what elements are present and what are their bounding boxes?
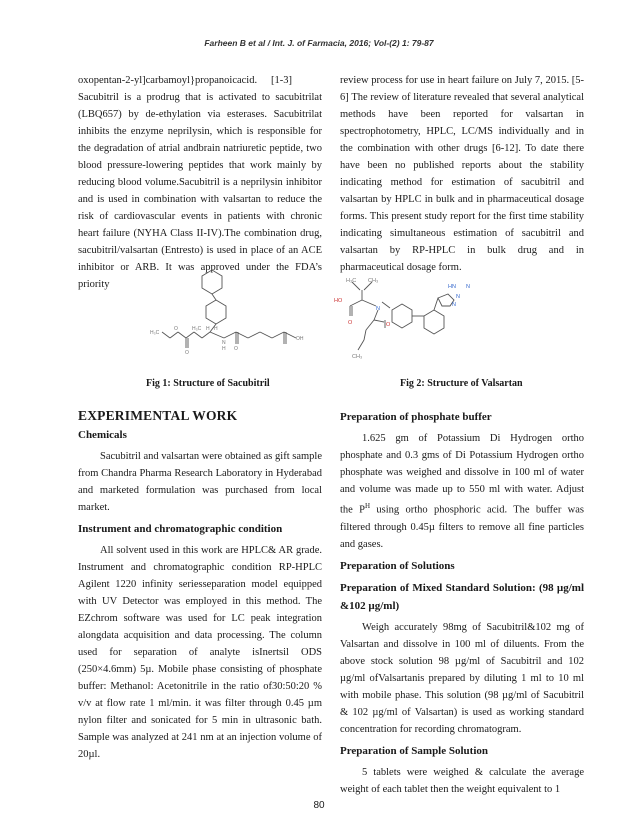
val-label-o-acid: O: [348, 320, 353, 326]
valsartan-structure-figure: [328, 268, 518, 368]
val-label-n3: N: [452, 302, 456, 308]
sac-label-oh: OH: [296, 336, 304, 342]
val-label-n1: N: [466, 284, 470, 290]
right-column-methods: [340, 408, 584, 798]
left-column-methods: [78, 407, 322, 763]
paragraph-instrument: All solvent used in this work are HPLC& AR grade. Instrument and chromatographic condition RP-HPLC Agilent 1220 infinity seriesseparation model equipped with UV Detector was employed in this method. The EZchrom software was used for LC peak integration alongdata acquisition and data processing. The column used for separation of analyte isInertsil ODS (250×4.6mm) 5µ. Mobile phase consisting of phosphate buffer: Methanol: Acetonitrile in the ratio of30:50:20 % v/v at flow rate 1 ml/min. it was filter through 0.45 µm nylon filter and sonicated for 5 min in ultrasonic bath. Sample was analyzed at 241 nm at an injection volume of 20µl.: [78, 545, 322, 760]
heading-sample-solution: Preparation of Sample Solution: [340, 744, 489, 757]
sac-label-o2: O: [185, 350, 189, 356]
paragraph-phosphate-buffer: [340, 430, 584, 553]
sac-label-h-b: H: [214, 326, 218, 332]
val-label-ho: HO: [334, 298, 343, 304]
valsartan-biphenyl-ring: [424, 310, 444, 334]
val-label-n-amide: N: [376, 306, 380, 312]
sac-label-o1: O: [174, 326, 178, 332]
paragraph-chemicals: Sacubitril and valsartan were obtained as gift sample from Chandra Pharma Research Laboratory in Hyderabad and marketed formulation was purchased from local market.: [78, 451, 322, 513]
sacubitril-structure-figure: [150, 268, 340, 368]
val-label-hn: HN: [448, 284, 456, 290]
intro-paragraph-right: review process for use in heart failure on July 7, 2015. [5-6] The review of literature revealed that several analytical methods have been reported for valsartan in spectrophotometry, HPLC, LC/MS individually and in the combination with other drugs [6-12]. To date there have been no published reports about the stability indicating method for estimation of sacubitril and valsartan by HPLC in bulk and in pharmaceutical dosage forms. This present study report for the first time stability indicating simultaneous estimation of sacubitril and valsartan by RP-HPLC in bulk drug and in pharmaceutical dosage form.: [340, 75, 584, 273]
right-column-intro: [340, 72, 584, 276]
heading-chemicals: Chemicals: [78, 429, 127, 441]
buffer-text-b: using ortho phosphoric acid. The buffer was filtered through 0.45µ filters to remove all fine particles and gases.: [340, 504, 584, 550]
sac-label-h-a: H: [206, 326, 210, 332]
intro-paragraph-left: Sacubitril is a prodrug that is activated to sacubitrilat (LBQ657) by de-ethylation via esterases. Sacubitrilat inhibits the enzyme neprilysin, which is responsible for the degradation of atrial andbrain natriuretic peptide, two blood pressure-lowering peptides that work mainly by reducing blood volume.Sacubitril is a neprilysin inhibitor and is used in combination with valsartan to reduce the risk of cardiovascular events in patients with chronic heart failure (NYHA Class II-IV).The combination drug, sacubitril/valsartan (Entresto) is used in place of an ACE inhibitor or ARB. It was approved under the FDA’s priority: [78, 92, 322, 290]
sac-label-o3: O: [234, 346, 238, 352]
paragraph-sample-solution: 5 tablets were weighed & calculate the average weight of each tablet then the weight equivalent to 1: [340, 766, 584, 795]
buffer-text-a: 1.625 gm of Potassium Di Hydrogen ortho phosphate and 0.3 gms of Di Potassium Hydrogen ortho phosphate was weighed and dissolve in 100 ml of water and volume was made up to 550 ml with water. Adjust the P: [340, 433, 584, 516]
sac-label-nh-h: H: [222, 346, 226, 352]
heading-phosphate-buffer: Preparation of phosphate buffer: [340, 411, 492, 423]
val-label-o-amide: O: [386, 322, 391, 328]
sac-label-h3c-ethyl: H₃C: [150, 330, 160, 336]
reference-mark: [1-3]: [271, 75, 292, 86]
val-label-h3c: H₃C: [346, 278, 357, 284]
left-column-intro: [78, 72, 322, 293]
sac-label-h3c-methyl: H₃C: [192, 326, 202, 332]
heading-experimental-work: EXPERIMENTAL WORK: [78, 408, 238, 423]
val-label-ch3-bottom: CH₃: [352, 354, 363, 360]
heading-instrument: Instrument and chromatographic condition: [78, 523, 283, 535]
heading-mixed-standard: Preparation of Mixed Standard Solution: (98 µg/ml &102 µg/ml): [340, 581, 584, 612]
left-first-line: [78, 72, 322, 89]
page-number: 80: [313, 800, 325, 811]
sac-label-nh: N: [222, 340, 226, 346]
biphenyl-ring-top: [202, 270, 222, 294]
val-label-ch3-top: CH₃: [368, 278, 379, 284]
heading-solutions: Preparation of Solutions: [340, 559, 455, 572]
valsartan-phenyl-ring: [392, 304, 412, 328]
biphenyl-ring-lower: [206, 300, 226, 324]
compound-name-tail: oxopentan-2-yl]carbamoyl}propanoicacid.: [78, 75, 258, 86]
val-label-n2: N: [456, 294, 460, 300]
figure-2-caption: Fig 2: Structure of Valsartan: [400, 378, 523, 389]
figure-1-caption: Fig 1: Structure of Sacubitril: [146, 378, 270, 389]
running-header: Farheen B et al / Int. J. of Farmacia, 2016; Vol-(2) 1: 79-87: [204, 38, 434, 48]
buffer-superscript: H: [365, 502, 371, 510]
paragraph-mixed-standard: Weigh accurately 98mg of Sacubitril&102 mg of Valsartan and dissolve in 100 ml of diluents. From the above stock solution 98 µg/ml of Sacubitril and 102 µg/ml ofValsartanis prepared by diluting 1 ml to 10 ml with mobile phase. This solution (98 µg/ml of Sacubitril & 102 µg/ml of Valsartan) is used as working standard concentration for recording chromatogram.: [340, 621, 584, 735]
